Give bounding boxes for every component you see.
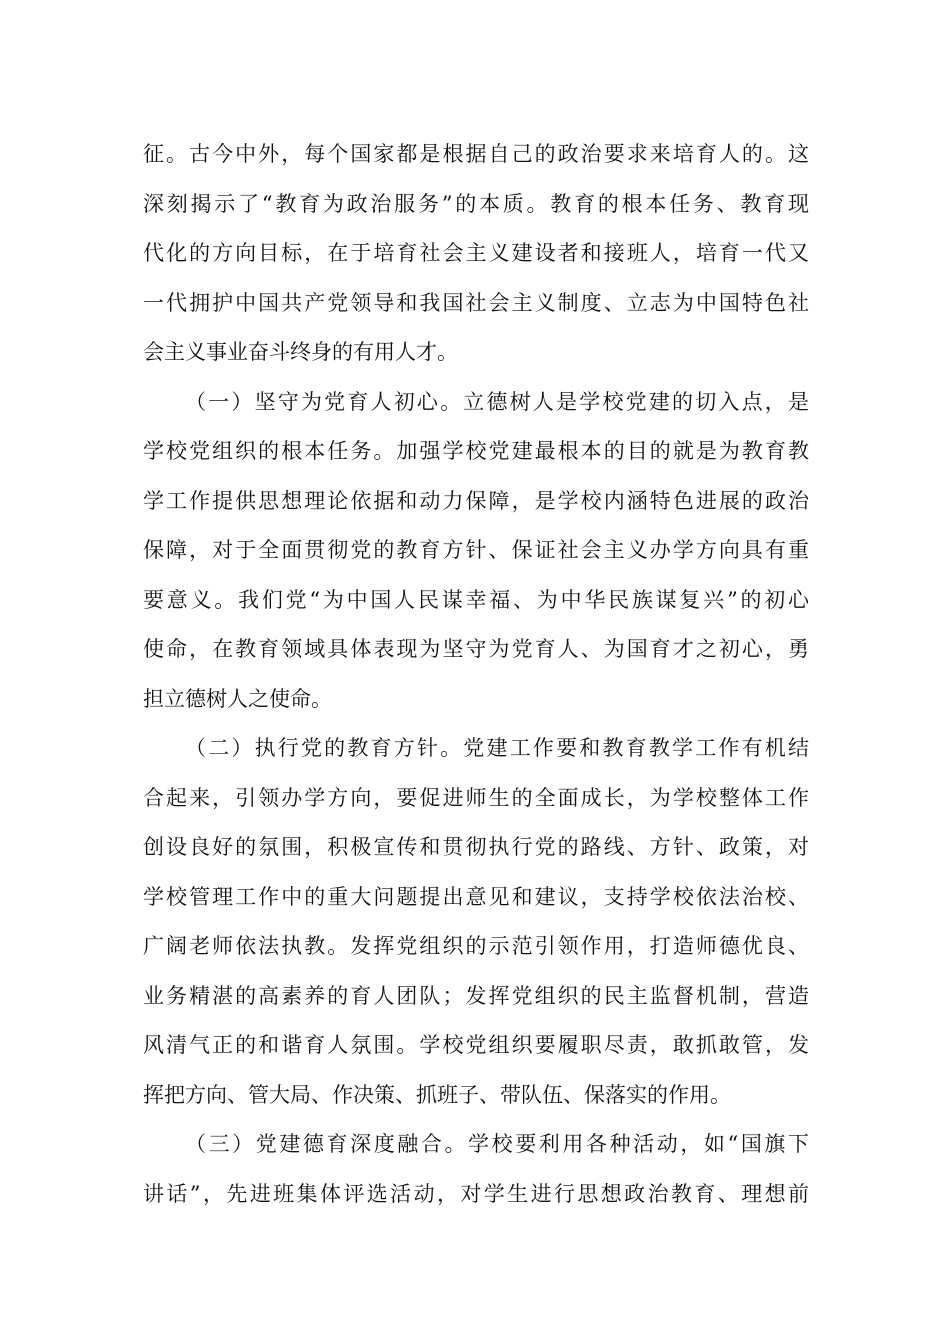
paragraph-line: 挥把方向、管大局、作决策、抓班子、带队伍、保落实的作用。 xyxy=(143,1082,731,1107)
section-heading-line: （二）执行党的教育方针。党建工作要和教育教学工作有机结 xyxy=(185,736,809,760)
paragraph-line: 保障，对于全面贯彻党的教育方针、保证社会主义办学方向具有重 xyxy=(143,538,809,562)
paragraph-line: 合起来，引领办学方向，要促进师生的全面成长，为学校整体工作 xyxy=(143,785,809,810)
paragraph-line: 使命，在教育领域具体表现为坚守为党育人、为国育才之初心，勇 xyxy=(143,637,809,661)
paragraph-line: 风清气正的和谐育人氛围。学校党组织要履职尽责，敢抓敢管，发 xyxy=(143,1033,809,1057)
paragraph-line: 一代拥护中国共产党领导和我国社会主义制度、立志为中国特色社 xyxy=(143,290,809,315)
paragraph-line: 担立德树人之使命。 xyxy=(143,686,332,711)
paragraph-line: 学校党组织的根本任务。加强学校党建最根本的目的就是为教育教 xyxy=(143,439,809,463)
paragraph-line: 征。古今中外，每个国家都是根据自己的政治要求来培育人的。这 xyxy=(143,142,809,166)
paragraph-line: 代化的方向目标，在于培育社会主义建设者和接班人，培育一代又 xyxy=(143,241,809,265)
paragraph-line: 学校管理工作中的重大问题提出意见和建议，支持学校依法治校、 xyxy=(143,884,809,909)
section-heading-line: （一）坚守为党育人初心。立德树人是学校党建的切入点，是 xyxy=(185,389,809,414)
paragraph-line: 广阔老师依法执教。发挥党组织的示范引领作用，打造师德优良、 xyxy=(143,934,809,958)
document-body xyxy=(143,130,809,1219)
paragraph-line: 会主义事业奋斗终身的有用人才。 xyxy=(143,340,458,364)
section-heading-line: （三）党建德育深度融合。学校要利用各种活动，如“国旗下 xyxy=(185,1132,809,1156)
paragraph-line: 学工作提供思想理论依据和动力保障，是学校内涵特色进展的政治 xyxy=(143,488,809,513)
paragraph-line: 深刻揭示了“教育为政治服务”的本质。教育的根本任务、教育现 xyxy=(143,191,809,216)
paragraph-line: 创设良好的氛围，积极宣传和贯彻执行党的路线、方针、政策，对 xyxy=(143,835,809,859)
paragraph-line: 讲话”，先进班集体评选活动，对学生进行思想政治教育、理想前 xyxy=(143,1181,809,1206)
paragraph-line: 要意义。我们党“为中国人民谋幸福、为中华民族谋复兴”的初心 xyxy=(143,587,809,612)
paragraph-line: 业务精湛的高素养的育人团队；发挥党组织的民主监督机制，营造 xyxy=(143,983,809,1008)
